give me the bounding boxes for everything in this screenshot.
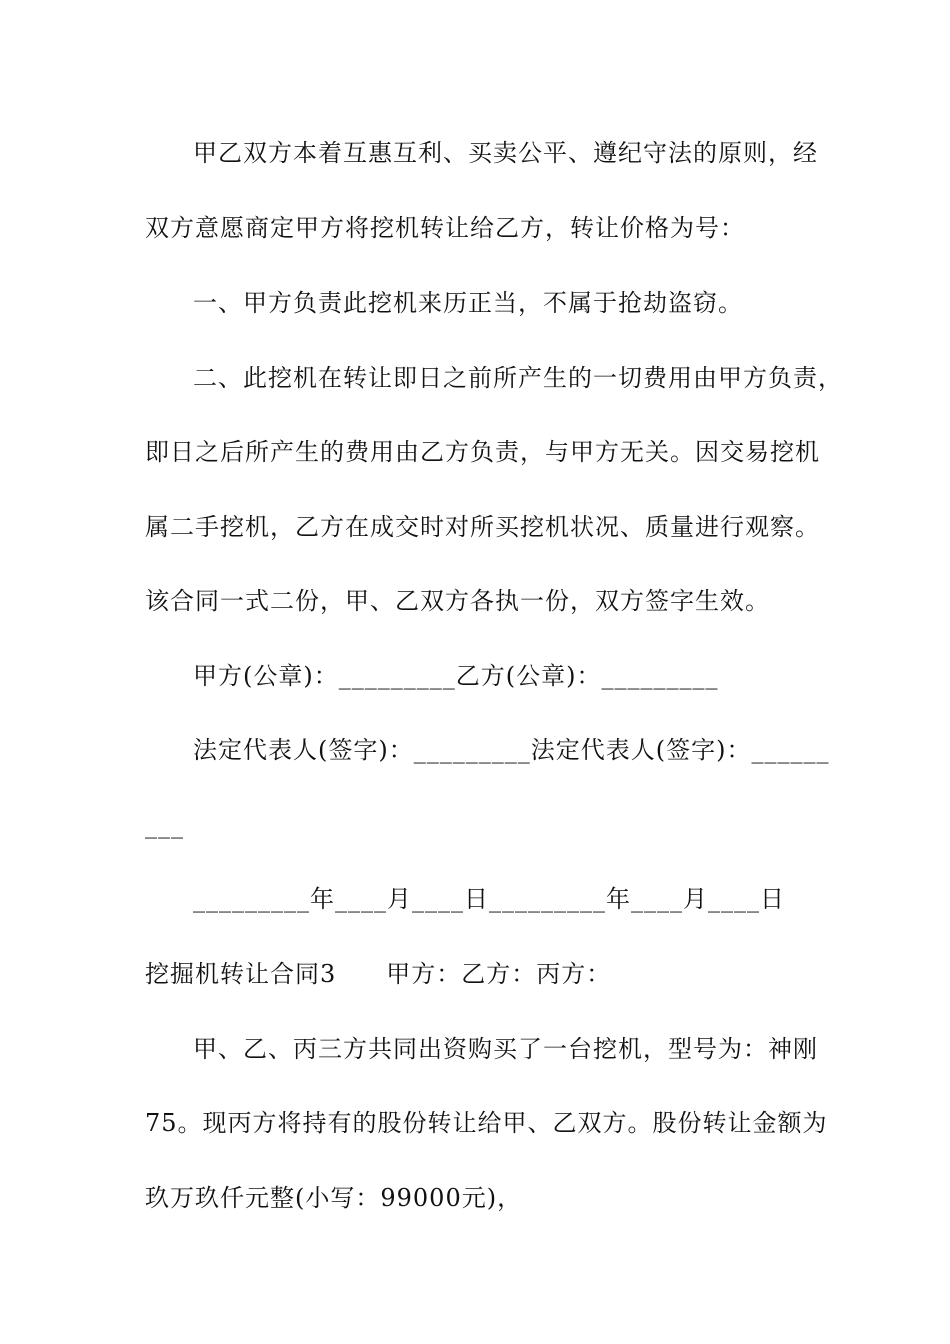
date-line: _________年____月____日_________年____月____日 — [193, 885, 785, 913]
clause-one: 一、甲方负责此挖机来历正当，不属于抢劫盗窃。 — [193, 289, 743, 317]
seal-signature-line: 甲方(公章)：_________乙方(公章)：_________ — [193, 662, 719, 690]
paragraph-principle-line-2: 双方意愿商定甲方将挖机转让给乙方，转让价格为号： — [145, 214, 745, 242]
purchase-paragraph-line-2: 75。现丙方将持有的股份转让给甲、乙双方。股份转让金额为 — [145, 1109, 828, 1137]
clause-two-line-1: 二、此挖机在转让即日之前所产生的一切费用由甲方负责， — [193, 364, 843, 392]
purchase-paragraph-line-3: 玖万玖仟元整(小写：99000元)， — [145, 1184, 523, 1212]
contract-title-parties: 挖掘机转让合同3 甲方：乙方：丙方： — [145, 960, 612, 988]
signature-line-continuation: ___ — [145, 811, 184, 839]
clause-two-line-3: 属二手挖机，乙方在成交时对所买挖机状况、质量进行观察。 — [145, 513, 820, 541]
legal-representative-signature-line: 法定代表人(签字)：_________法定代表人(签字)：______ — [193, 736, 830, 764]
clause-two-line-2: 即日之后所产生的费用由乙方负责，与甲方无关。因交易挖机 — [145, 438, 820, 466]
copies-statement: 该合同一式二份，甲、乙双方各执一份，双方签字生效。 — [145, 587, 770, 615]
purchase-paragraph-line-1: 甲、乙、丙三方共同出资购买了一台挖机，型号为：神刚 — [193, 1035, 818, 1063]
paragraph-principle-line-1: 甲乙双方本着互惠互利、买卖公平、遵纪守法的原则，经 — [193, 139, 818, 167]
